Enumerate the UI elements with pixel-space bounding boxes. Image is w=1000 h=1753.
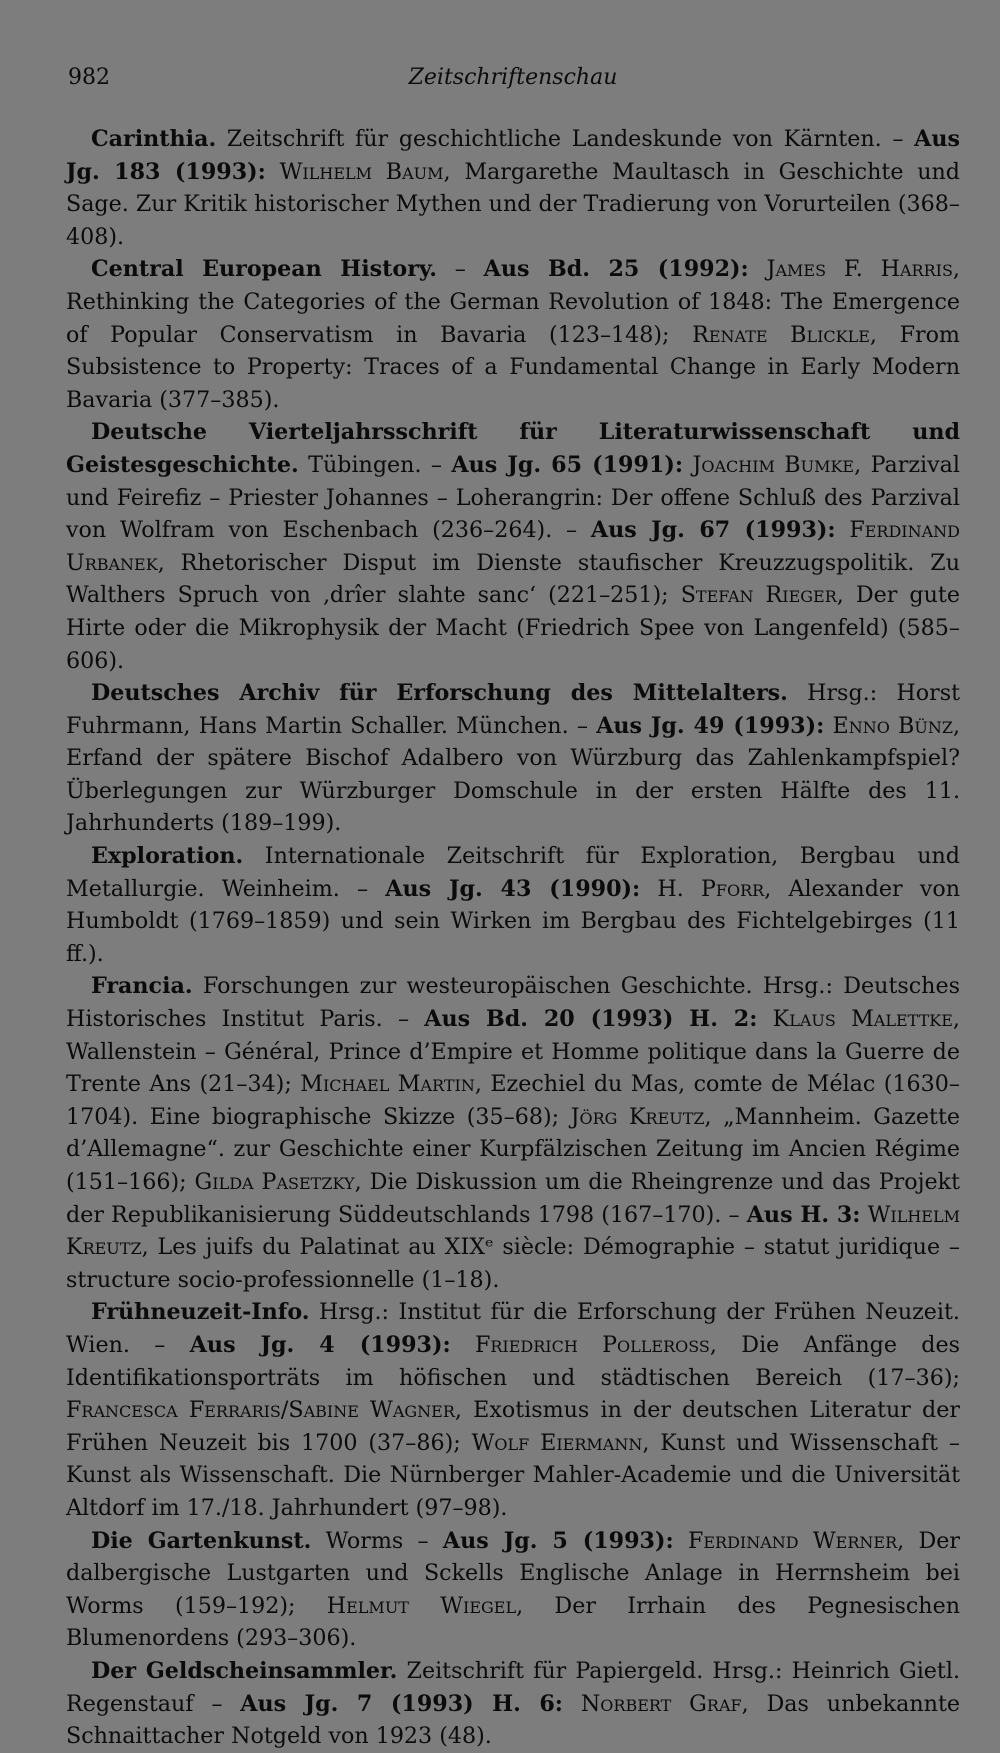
entry-text: Zeitschrift für geschichtliche Landeskunde von Kärnten. – (216, 126, 915, 152)
author-name: Helmut Wiegel (326, 1592, 517, 1619)
journal-entry (66, 1525, 960, 1655)
journal-entry (66, 970, 960, 1296)
author-name: Jörg Kreutz (570, 1103, 705, 1130)
author-name: Ferdinand Werner (687, 1527, 898, 1554)
journal-title-bold: Aus Jg. 183 (1993): (66, 126, 960, 185)
entry-text (749, 256, 767, 282)
entry-text: Worms – (311, 1527, 443, 1554)
entry-text: Internationale Zeitschrift für Exploration, Bergbau und Metallurgie. Weinheim. – (66, 843, 960, 902)
author-name: Wilhelm Kreutz (66, 1201, 960, 1261)
entry-text (451, 1332, 475, 1358)
journal-entries (66, 123, 960, 1753)
journal-title-bold: Deutsches Archiv für Erforschung des Mittelalters. (91, 680, 788, 707)
entry-text: , Rethinking the Categories of the German Revolution of 1848: The Emergence of Popular Conservatism in Bavaria (123–148); (66, 256, 960, 348)
entry-text: , Der Irrhain des Pegnesischen Blumenordens (293–306). (66, 1592, 960, 1652)
journal-entry (66, 677, 960, 840)
entry-text: Hrsg.: Horst Fuhrmann, Hans Martin Schaller. München. – (66, 680, 960, 739)
entry-text: , Kunst und Wissenschaft – Kunst als Wissenschaft. Die Nürnberger Mahler-Academie und die Universität Altdorf im 17./18. Jahrhundert (97–98). (66, 1429, 960, 1521)
entry-text: Tübingen. – (298, 451, 452, 478)
author-name: Enno Bünz (832, 712, 953, 739)
journal-title-bold: Aus Jg. 49 (1993): (596, 712, 825, 739)
journal-title-bold: Carinthia. (91, 126, 217, 152)
journal-entry (66, 1655, 960, 1753)
journal-entry (66, 1296, 960, 1524)
entry-text: , Die Anfänge des Identifikationsporträts im höfischen und städtischen Bereich (17–36); (66, 1331, 961, 1391)
journal-title-bold: Aus Bd. 20 (1993) H. 2: (424, 1006, 758, 1033)
journal-title-bold: Aus Jg. 5 (1993): (442, 1527, 674, 1554)
running-title: Zeitschriftenschau (408, 65, 618, 90)
journal-title-bold: Francia. (91, 973, 193, 1000)
entry-text: – (436, 256, 484, 283)
entry-text (674, 1528, 688, 1554)
entry-text: , Parzival und Feirefiz – Priester Johannes – Loherangrin: Der offene Schluß des Parzival von Wolfram von Eschenbach (236–264). – (66, 451, 960, 544)
entry-text: , Exotismus in der deutschen Literatur der Frühen Neuzeit bis 1700 (37–86); (66, 1397, 960, 1456)
entry-text (757, 1006, 772, 1032)
journal-title-bold: Aus Jg. 65 (1991): (451, 451, 684, 478)
author-name: Stefan Rieger (680, 582, 837, 609)
author-name: Wolf Eiermann (471, 1429, 643, 1456)
entry-text: , From Subsistence to Property: Traces of a Fundamental Change in Early Modern Bavaria (377–385). (66, 321, 960, 413)
entry-text: , Die Diskussion um die Rheingrenze und das Projekt der Republikanisierung Süddeutschlands 1798 (167–170). – (66, 1169, 960, 1228)
entry-text: , Erfand der spätere Bischof Adalbero von Würzburg das Zahlenkampfspiel? Überlegungen zur Würzburger Domschule in der ersten Hälfte des 11. Jahrhunderts (189–199). (66, 712, 961, 837)
entry-text: Hrsg.: Institut für die Erforschung der Frühen Neuzeit. Wien. – (66, 1299, 960, 1358)
entry-text: , Der gute Hirte oder die Mikrophysik der Macht (Friedrich Spee von Langenfeld) (585–606). (66, 582, 960, 674)
entry-text: , Les juifs du Palatinat au XIXᵉ siècle: Démographie – statut juridique – structure socio-professionnelle (1–18). (66, 1234, 960, 1293)
journal-title-bold: Aus Jg. 7 (1993) H. 6: (240, 1690, 564, 1717)
journal-title-bold: Aus H. 3: (746, 1201, 861, 1228)
journal-title-bold: Central European History. (91, 256, 437, 283)
entry-text: , Das unbekannte Schnaittacher Notgeld von 1923 (48). (66, 1690, 960, 1750)
journal-entry (66, 253, 960, 416)
journal-title-bold: Aus Jg. 4 (1993): (189, 1331, 451, 1358)
entry-text: , Alexander von Humboldt (1769–1859) und sein Wirken im Bergbau des Fichtelgebirges (11 ff.). (66, 875, 961, 967)
entry-text (266, 159, 280, 185)
journal-title-bold: Frühneuzeit-Info. (91, 1299, 310, 1326)
entry-text: , „Mannheim. Gazette d’Allemagne“. zur Geschichte einer Kurpfälzischen Zeitung im Ancien Régime (151–166); (66, 1103, 961, 1195)
entry-text (836, 517, 850, 543)
journal-entry (66, 416, 960, 677)
journal-title-bold: Die Gartenkunst. (91, 1527, 312, 1554)
journal-entry (66, 840, 960, 970)
author-name: Joachim Bumke (692, 451, 855, 478)
author-name: Renate Blickle (692, 321, 870, 348)
author-name: Friedrich Polleross (474, 1331, 710, 1358)
page-number: 982 (68, 65, 110, 90)
journal-title-bold: Aus Jg. 67 (1993): (590, 517, 836, 544)
author-name: Francesca Ferraris/Sabine Wagner (66, 1397, 455, 1424)
journal-title-bold: Deutsche Vierteljahrsschrift für Literaturwissenschaft und Geistesgeschichte. (66, 419, 960, 478)
entry-text: Forschungen zur westeuropäischen Geschichte. Hrsg.: Deutsches Historisches Institut Paris. – (66, 973, 960, 1033)
entry-text: , Ezechiel du Mas, comte de Mélac (1630–1704). Eine biographische Skizze (35–68); (66, 1071, 960, 1130)
author-name: Norbert Graf (580, 1690, 742, 1717)
journal-entry (66, 123, 960, 253)
entry-text (824, 713, 832, 739)
entry-text: H. (640, 875, 701, 902)
entry-text: , Margarethe Maultasch in Geschichte und Sage. Zur Kritik historischer Mythen und der Tradierung von Vorurteilen (368–408). (66, 158, 960, 250)
journal-title-bold: Exploration. (91, 843, 244, 870)
journal-title-bold: Aus Bd. 25 (1992): (483, 256, 749, 283)
author-name: Michael Martin (300, 1071, 475, 1098)
author-name: Gilda Pasetzky (194, 1169, 355, 1195)
entry-text: Zeitschrift für Papiergeld. Hrsg.: Heinrich Gietl. Regenstauf – (66, 1657, 960, 1717)
entry-text: , Der dalbergische Lustgarten und Sckells Englische Anlage in Herrnsheim bei Worms (159–192); (66, 1527, 960, 1619)
entry-text (860, 1202, 867, 1228)
entry-text (563, 1691, 581, 1717)
author-name: James F. Harris (766, 256, 953, 283)
author-name: Klaus Malettke (772, 1006, 953, 1033)
author-name: Wilhelm Baum (279, 158, 444, 185)
journal-title-bold: Der Geldscheinsammler. (91, 1657, 398, 1684)
entry-text: , Wallenstein – Général, Prince d’Empire et Homme politique dans la Guerre de Trente Ans (21–34); (66, 1006, 960, 1098)
author-name: Pforr (700, 875, 765, 902)
journal-title-bold: Aus Jg. 43 (1990): (385, 875, 641, 902)
author-name: Ferdinand Urbanek (66, 517, 960, 576)
page-header (68, 62, 958, 94)
entry-text: , Rhetorischer Disput im Dienste staufischer Kreuzzugspolitik. Zu Walthers Spruch von ‚drîer slahte sanc‘ (221–251); (66, 549, 960, 609)
